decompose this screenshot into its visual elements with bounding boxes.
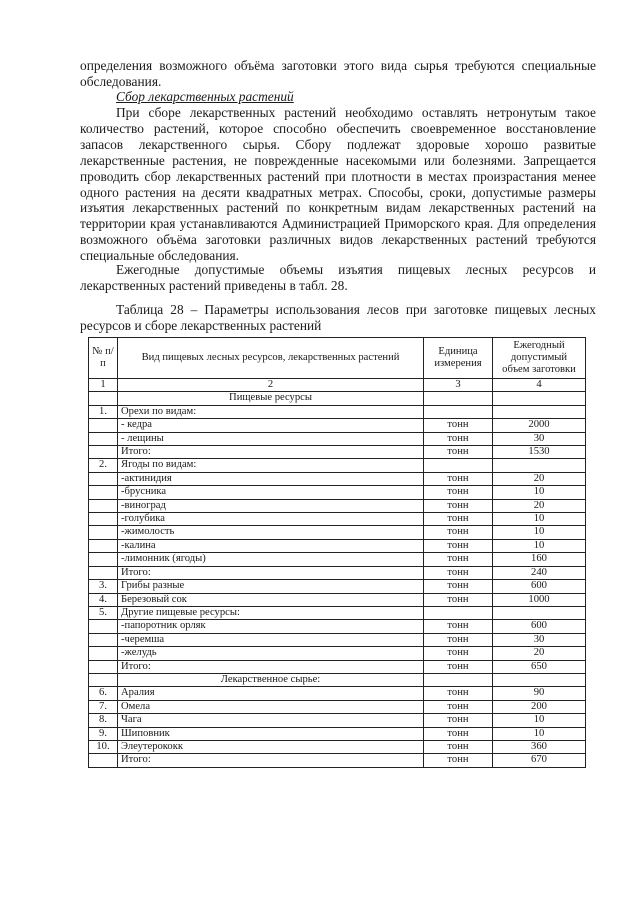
resource-name: Березовый сок xyxy=(118,593,424,606)
volume-value: 360 xyxy=(493,740,586,753)
volume-value: 10 xyxy=(493,714,586,727)
unit-cell: тонн xyxy=(424,566,493,579)
unit-cell: тонн xyxy=(424,593,493,606)
table-row xyxy=(89,606,586,619)
row-number: 6. xyxy=(89,687,118,700)
group-empty-cell xyxy=(424,392,493,405)
group-empty-cell xyxy=(89,392,118,405)
volume-value: 160 xyxy=(493,553,586,566)
row-number xyxy=(89,446,118,459)
row-number xyxy=(89,553,118,566)
table-row xyxy=(89,740,586,753)
volume-value xyxy=(493,459,586,472)
row-number: 9. xyxy=(89,727,118,740)
volume-value: 10 xyxy=(493,513,586,526)
row-number: 10. xyxy=(89,740,118,753)
row-number xyxy=(89,486,118,499)
header-annual-volume: Ежегодный допустимый объем заготовки xyxy=(493,338,586,379)
table-row xyxy=(89,459,586,472)
volume-value: 10 xyxy=(493,727,586,740)
table-row xyxy=(89,526,586,539)
row-number xyxy=(89,566,118,579)
resource-name: -брусника xyxy=(118,486,424,499)
group-header-row xyxy=(89,392,586,405)
table-row xyxy=(89,405,586,418)
resource-name: -черемша xyxy=(118,633,424,646)
resource-name: Аралия xyxy=(118,687,424,700)
row-number: 2. xyxy=(89,459,118,472)
row-number xyxy=(89,472,118,485)
volume-value: 30 xyxy=(493,432,586,445)
volume-value: 10 xyxy=(493,539,586,552)
resource-name: -лимонник (ягоды) xyxy=(118,553,424,566)
table-row xyxy=(89,499,586,512)
row-number xyxy=(89,647,118,660)
summary-paragraph xyxy=(80,262,596,294)
resource-name: Чага xyxy=(118,714,424,727)
unit-cell xyxy=(424,459,493,472)
paragraph-text: определения возможного объёма заготовки этого вида сырья требуются специальные обследования. xyxy=(80,58,596,89)
unit-cell: тонн xyxy=(424,580,493,593)
group-empty-cell xyxy=(493,673,586,686)
group-title: Пищевые ресурсы xyxy=(118,392,424,405)
volume-value: 650 xyxy=(493,660,586,673)
table-row xyxy=(89,566,586,579)
resource-name: -папоротник орляк xyxy=(118,620,424,633)
volume-value: 240 xyxy=(493,566,586,579)
unit-cell: тонн xyxy=(424,754,493,767)
resource-name: Омела xyxy=(118,700,424,713)
unit-cell: тонн xyxy=(424,740,493,753)
table-row xyxy=(89,727,586,740)
unit-cell: тонн xyxy=(424,446,493,459)
table-row xyxy=(89,539,586,552)
table-row xyxy=(89,754,586,767)
column-number: 1 xyxy=(89,379,118,392)
section-heading xyxy=(80,89,596,105)
unit-cell: тонн xyxy=(424,539,493,552)
row-number: 5. xyxy=(89,606,118,619)
volume-value: 30 xyxy=(493,633,586,646)
row-number xyxy=(89,620,118,633)
row-number xyxy=(89,526,118,539)
table-row xyxy=(89,446,586,459)
unit-cell: тонн xyxy=(424,526,493,539)
resource-name: Итого: xyxy=(118,446,424,459)
unit-cell: тонн xyxy=(424,687,493,700)
resource-name: -виноград xyxy=(118,499,424,512)
row-number: 1. xyxy=(89,405,118,418)
column-number: 2 xyxy=(118,379,424,392)
unit-cell: тонн xyxy=(424,647,493,660)
table-row xyxy=(89,647,586,660)
unit-cell xyxy=(424,606,493,619)
unit-cell: тонн xyxy=(424,419,493,432)
volume-value: 90 xyxy=(493,687,586,700)
resource-name: -желудь xyxy=(118,647,424,660)
row-number xyxy=(89,513,118,526)
resource-name: Итого: xyxy=(118,754,424,767)
table-row xyxy=(89,553,586,566)
column-number: 3 xyxy=(424,379,493,392)
row-number: 7. xyxy=(89,700,118,713)
section-heading-text: Сбор лекарственных растений xyxy=(116,89,294,104)
resource-name: -актинидия xyxy=(118,472,424,485)
volume-value: 200 xyxy=(493,700,586,713)
unit-cell: тонн xyxy=(424,660,493,673)
group-empty-cell xyxy=(424,673,493,686)
unit-cell: тонн xyxy=(424,432,493,445)
resource-name: Шиповник xyxy=(118,727,424,740)
table-row xyxy=(89,513,586,526)
row-number xyxy=(89,754,118,767)
volume-value: 20 xyxy=(493,472,586,485)
resource-name: -калина xyxy=(118,539,424,552)
row-number xyxy=(89,633,118,646)
resource-name: - кедра xyxy=(118,419,424,432)
column-number: 4 xyxy=(493,379,586,392)
main-paragraph xyxy=(80,105,596,264)
table-caption xyxy=(80,302,596,334)
table-row xyxy=(89,633,586,646)
row-number xyxy=(89,499,118,512)
resource-name: Ягоды по видам: xyxy=(118,459,424,472)
table-header-row xyxy=(89,338,586,379)
resource-name: Итого: xyxy=(118,566,424,579)
row-number xyxy=(89,539,118,552)
table-row xyxy=(89,419,586,432)
volume-value: 1000 xyxy=(493,593,586,606)
unit-cell: тонн xyxy=(424,486,493,499)
unit-cell: тонн xyxy=(424,714,493,727)
group-empty-cell xyxy=(493,392,586,405)
table-row xyxy=(89,714,586,727)
table-row xyxy=(89,620,586,633)
group-title: Лекарственное сырье: xyxy=(118,673,424,686)
table-body xyxy=(89,379,586,768)
resource-name: Элеутерококк xyxy=(118,740,424,753)
column-numbers-row xyxy=(89,379,586,392)
unit-cell: тонн xyxy=(424,499,493,512)
unit-cell: тонн xyxy=(424,727,493,740)
paragraph-text: Ежегодные допустимые объемы изъятия пищевых лесных ресурсов и лекарственных растений приведены в табл. 28. xyxy=(80,262,596,293)
resources-table xyxy=(88,337,586,768)
volume-value: 1530 xyxy=(493,446,586,459)
table-row xyxy=(89,700,586,713)
unit-cell: тонн xyxy=(424,553,493,566)
table-row xyxy=(89,660,586,673)
row-number xyxy=(89,432,118,445)
row-number xyxy=(89,419,118,432)
volume-value: 10 xyxy=(493,486,586,499)
unit-cell xyxy=(424,405,493,418)
row-number xyxy=(89,660,118,673)
volume-value: 10 xyxy=(493,526,586,539)
group-header-row xyxy=(89,673,586,686)
row-number: 8. xyxy=(89,714,118,727)
row-number: 4. xyxy=(89,593,118,606)
row-number: 3. xyxy=(89,580,118,593)
resource-name: Орехи по видам: xyxy=(118,405,424,418)
volume-value: 20 xyxy=(493,647,586,660)
resource-name: - лещины xyxy=(118,432,424,445)
table-row xyxy=(89,472,586,485)
table-row xyxy=(89,593,586,606)
table-caption-text: Таблица 28 – Параметры использования лесов при заготовке пищевых лесных ресурсов и сборе лекарственных растений xyxy=(80,302,596,333)
table-row xyxy=(89,580,586,593)
unit-cell: тонн xyxy=(424,700,493,713)
header-unit: Единица измерения xyxy=(424,338,493,379)
resource-name: Итого: xyxy=(118,660,424,673)
table-row xyxy=(89,687,586,700)
unit-cell: тонн xyxy=(424,513,493,526)
volume-value: 2000 xyxy=(493,419,586,432)
group-empty-cell xyxy=(89,673,118,686)
table-row xyxy=(89,432,586,445)
intro-paragraph xyxy=(80,58,596,90)
resource-name: -жимолость xyxy=(118,526,424,539)
volume-value: 670 xyxy=(493,754,586,767)
volume-value: 600 xyxy=(493,580,586,593)
header-number: № п/п xyxy=(89,338,118,379)
paragraph-text: При сборе лекарственных растений необходимо оставлять нетронутым такое количество растений, которое способно обеспечить своевременное восстановление запасов лекарственного сырья. Сбору подлежат здоровые хорошо развитые лекарственные растения, не поврежденные насекомыми или болезнями. Запрещается проводить сбор лекарственных растений при плотности в местах произрастания менее одного растения на десяти квадратных метрах. Способы, сроки, допустимые размеры изъятия лекарственных растений по конкретным видам лекарственных растений на территории края устанавливаются Администрацией Приморского края. Для определения возможного объёма заготовки различных видов лекарственных растений требуются специальные обследования. xyxy=(80,105,596,264)
header-resource-type: Вид пищевых лесных ресурсов, лекарственных растений xyxy=(118,338,424,379)
resource-name: Другие пищевые ресурсы: xyxy=(118,606,424,619)
resource-name: -голубика xyxy=(118,513,424,526)
table-row xyxy=(89,486,586,499)
volume-value xyxy=(493,606,586,619)
volume-value: 20 xyxy=(493,499,586,512)
volume-value: 600 xyxy=(493,620,586,633)
unit-cell: тонн xyxy=(424,620,493,633)
unit-cell: тонн xyxy=(424,633,493,646)
resource-name: Грибы разные xyxy=(118,580,424,593)
unit-cell: тонн xyxy=(424,472,493,485)
volume-value xyxy=(493,405,586,418)
